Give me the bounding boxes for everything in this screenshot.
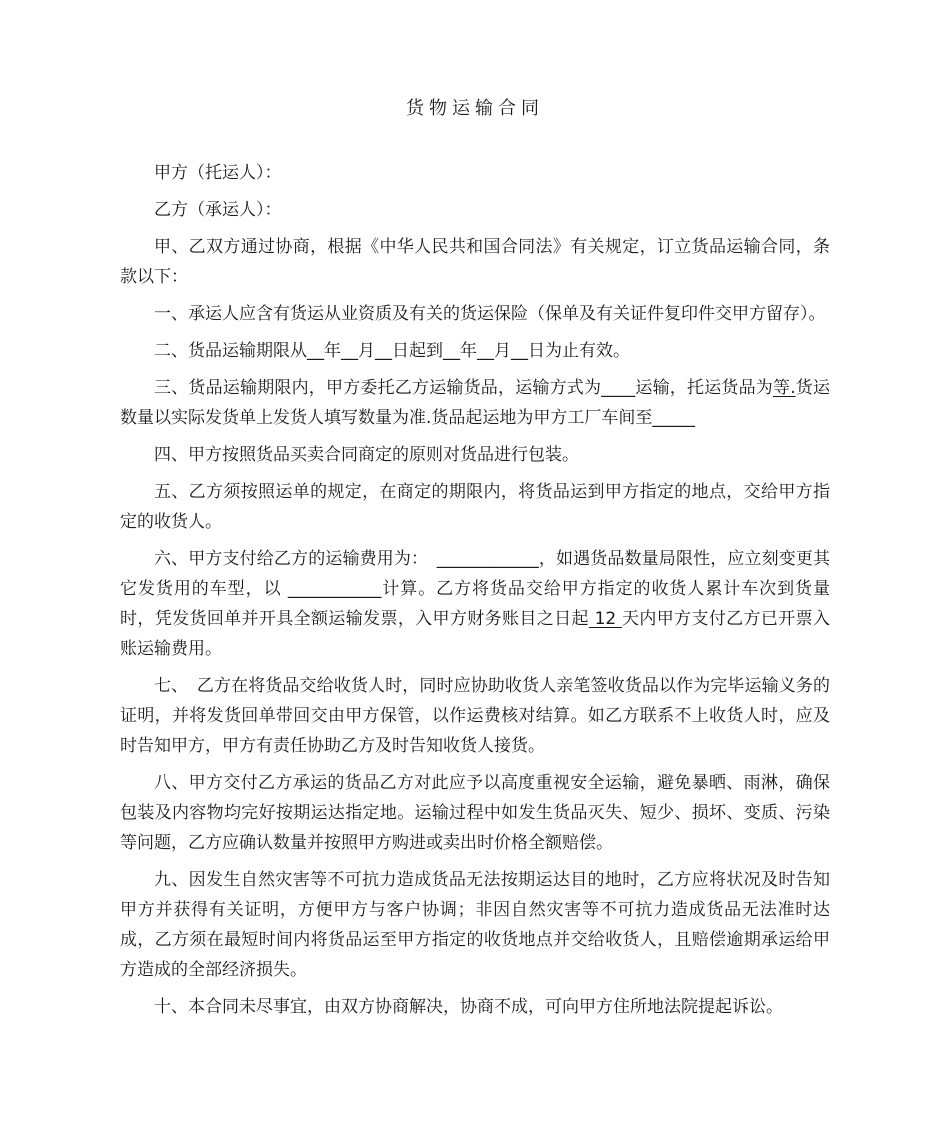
- clause-3: [120, 373, 830, 433]
- clause-6-text-a: 六、甲方支付给乙方的运输费用为： ____________，如遇货品数量局限性，应立刻变更其它发货用的车型，以 ___________计算。乙方将货品交给甲方指定的收货人累计车次到货量时，凭发货回单并开具全额运输发票，入甲方财务账目之日起: [120, 549, 830, 629]
- clause-10: 十、本合同未尽事宜，由双方协商解决，协商不成，可向甲方住所地法院提起诉讼。: [154, 997, 783, 1017]
- party-a-line: 甲方（托运人）：: [154, 163, 282, 183]
- preamble-paragraph: 甲、乙双方通过协商，根据《中华人民共和国合同法》有关规定，订立货品运输合同，条款以下：: [120, 237, 830, 287]
- clause-8: 八、甲方交付乙方承运的货品乙方对此应予以高度重视安全运输，避免暴晒、雨淋，确保包装及内容物均完好按期运达指定地。运输过程中如发生货品灭失、短少、损坏、变质、污染等问题，乙方应确认数量并按照甲方购进或卖出时价格全额赔偿。: [120, 773, 830, 853]
- clause-1: 一、承运人应含有货运从业资质及有关的货运保险（保单及有关证件复印件交甲方留存）。: [154, 304, 826, 324]
- clause-7: 七、 乙方在将货品交给收货人时，同时应协助收货人亲笔签收货品以作为完毕运输义务的证明，并将发货回单带回交由甲方保管，以作运费核对结算。如乙方联系不上收货人时，应及时告知甲方，甲方有责任协助乙方及时告知收货人接货。: [120, 676, 830, 756]
- clause-3-text-b: 货运数量以实际发货单上发货人填写数量为准.货品起运地为甲方工厂车间至_____: [120, 378, 831, 428]
- clause-5: 五、乙方须按照运单的规定，在商定的期限内，将货品运到甲方指定的地点，交给甲方指定的收货人。: [120, 482, 830, 532]
- clause-2: 二、货品运输期限从__年__月__日起到__年__月__日为止有效。: [154, 341, 630, 361]
- clause-6: [120, 544, 830, 664]
- clause-9: 九、因发生自然灾害等不可抗力造成货品无法按期运达目的地时，乙方应将状况及时告知甲方并获得有关证明，方便甲方与客户协调；非因自然灾害等不可抗力造成货品无法准时达成，乙方须在最短时间内将货品运至甲方指定的收货地点并交给收货人，且赔偿逾期承运给甲方造成的全部经济损失。: [120, 870, 830, 980]
- clause-6-text-b: 天内甲方支付乙方已开票入账运输费用。: [120, 609, 831, 659]
- clause-3-underlined: 等.: [773, 378, 796, 398]
- clause-3-text-a: 三、货品运输期限内，甲方委托乙方运输货品，运输方式为____运输，托运货品为: [154, 378, 773, 398]
- party-b-line: 乙方（承运人）：: [154, 200, 282, 220]
- clause-4: 四、甲方按照货品买卖合同商定的原则对货品进行包装。: [154, 445, 579, 465]
- document-title: 货物运输合同: [406, 98, 544, 119]
- clause-6-underlined-days: 12: [588, 609, 622, 629]
